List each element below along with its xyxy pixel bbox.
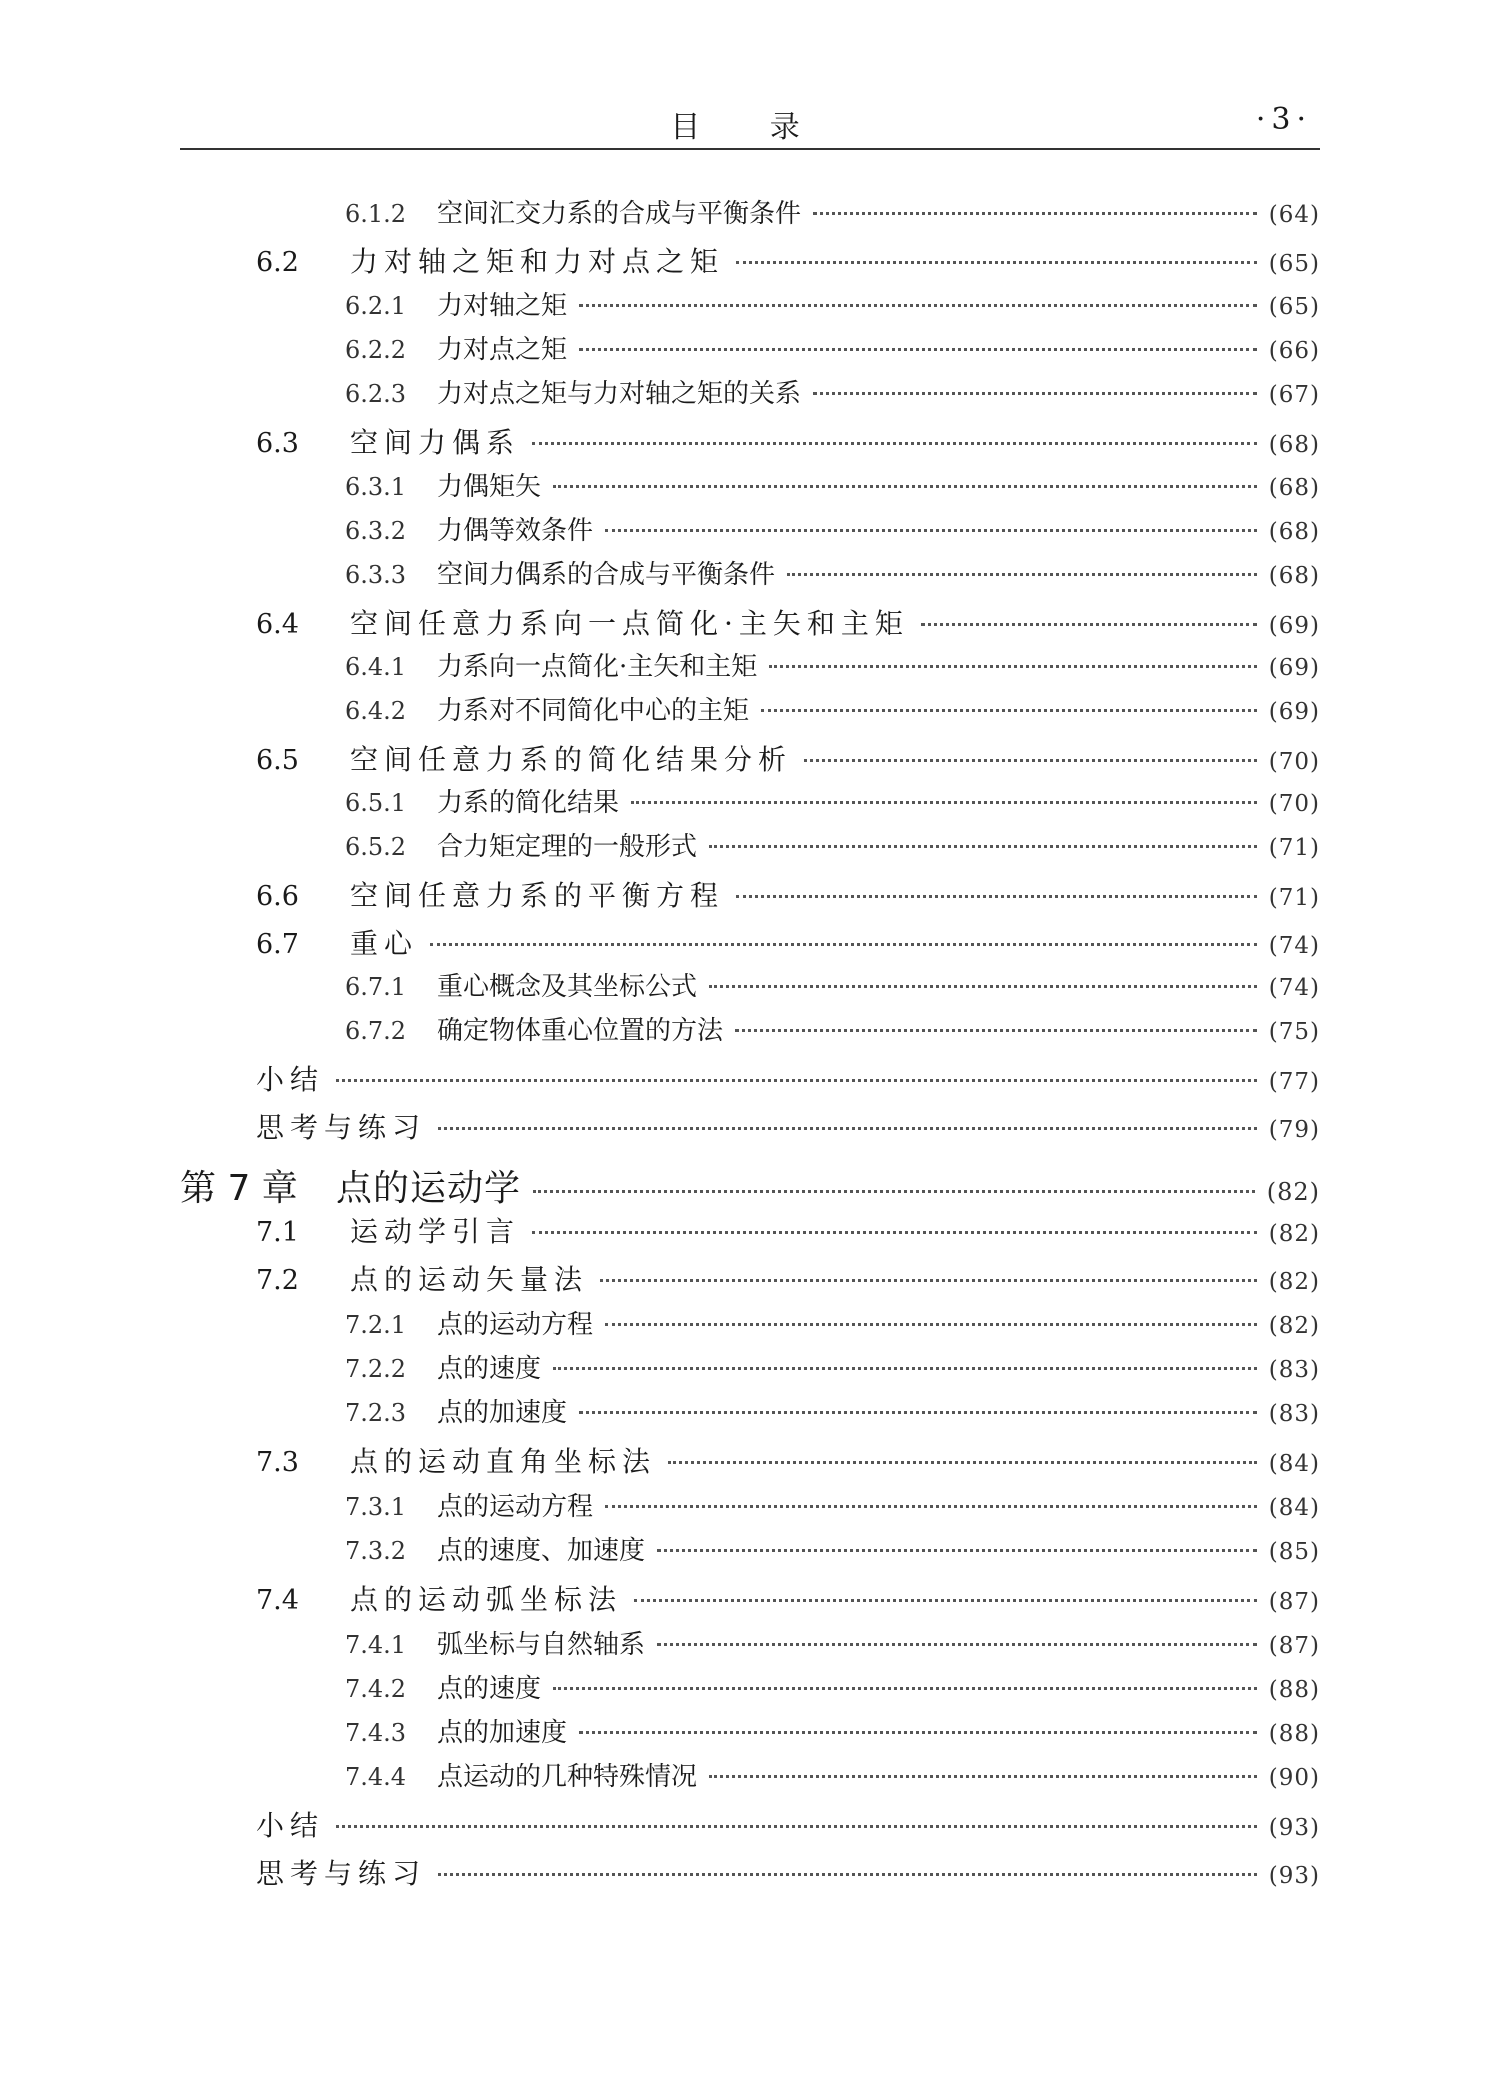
toc-entry-number: 7.4.4 <box>345 1763 407 1791</box>
toc-entry-page: (87) <box>1268 1589 1320 1615</box>
toc-entry-number: 6.3.1 <box>345 473 407 501</box>
toc-entry-page: (71) <box>1268 835 1320 861</box>
toc-entry-title: 点的运动弧坐标法 <box>350 1583 623 1616</box>
toc-subsection-entry <box>345 373 1320 410</box>
toc-section-entry <box>256 874 1320 914</box>
toc-entry-title: 力系对不同简化中心的主矩 <box>437 696 750 726</box>
toc-section-entry <box>256 240 1320 280</box>
toc-entry-title: 点的加速度 <box>437 1398 568 1428</box>
toc-subsection-entry <box>345 1624 1320 1661</box>
toc-entry-title: 小结 <box>256 1809 325 1842</box>
toc-entry-title: 空间任意力系的平衡方程 <box>350 879 725 912</box>
toc-entry-number: 7.3.1 <box>345 1493 407 1521</box>
toc-entry-title: 点的速度 <box>437 1354 542 1384</box>
dot-leader <box>735 1029 1257 1032</box>
dot-leader <box>668 1461 1257 1464</box>
toc-summary-entry <box>256 1852 1320 1892</box>
running-title: 目 录 <box>670 110 830 145</box>
dot-leader <box>533 1190 1255 1193</box>
toc-entry-page: (68) <box>1268 475 1320 501</box>
toc-entry-number: 6.2.2 <box>345 336 407 364</box>
dot-leader <box>430 943 1257 946</box>
toc-subsection-entry <box>345 554 1320 591</box>
dot-leader <box>579 304 1257 307</box>
toc-entry-title: 力系向一点简化·主矢和主矩 <box>437 652 758 682</box>
toc-entry-page: (71) <box>1268 885 1320 911</box>
toc-entry-title: 空间力偶系 <box>350 426 521 459</box>
toc-entry-title: 力偶等效条件 <box>437 516 594 546</box>
toc-entry-title: 力对点之矩与力对轴之矩的关系 <box>437 379 802 409</box>
toc-entry-number: 6.5.1 <box>345 789 407 817</box>
toc-subsection-entry <box>345 646 1320 683</box>
toc-entry-title: 力对轴之矩和力对点之矩 <box>350 245 725 278</box>
toc-entry-number: 7.3.2 <box>345 1537 407 1565</box>
dot-leader <box>736 895 1257 898</box>
toc-entry-number: 6.4 <box>256 609 299 640</box>
toc-section-entry <box>256 1258 1320 1298</box>
dot-leader <box>736 261 1257 264</box>
toc-entry-page: (69) <box>1268 613 1320 639</box>
dot-leader <box>605 1505 1257 1508</box>
toc-entry-page: (65) <box>1268 251 1320 277</box>
toc-entry-page: (83) <box>1268 1357 1320 1383</box>
toc-subsection-entry <box>345 1348 1320 1385</box>
toc-entry-title: 空间汇交力系的合成与平衡条件 <box>437 199 802 229</box>
toc-subsection-entry <box>345 1010 1320 1047</box>
toc-entry-page: (69) <box>1268 655 1320 681</box>
dot-leader <box>709 985 1257 988</box>
toc-chapter-entry <box>180 1160 1320 1211</box>
toc-entry-page: (65) <box>1268 294 1320 320</box>
toc-entry-title: 力对轴之矩 <box>437 291 568 321</box>
dot-leader <box>769 665 1257 668</box>
toc-entry-number: 7.3 <box>256 1447 299 1478</box>
toc-entry-title: 点运动的几种特殊情况 <box>437 1762 698 1792</box>
toc-entry-page: (77) <box>1268 1069 1320 1095</box>
toc-entry-title: 点的加速度 <box>437 1718 568 1748</box>
toc-entry-page: (64) <box>1268 202 1320 228</box>
toc-subsection-entry <box>345 1530 1320 1567</box>
toc-subsection-entry <box>345 285 1320 322</box>
dot-leader <box>553 1687 1257 1690</box>
toc-entry-number: 6.3.3 <box>345 561 407 589</box>
toc-entry-title: 点的运动直角坐标法 <box>350 1445 657 1478</box>
toc-subsection-entry <box>345 466 1320 503</box>
toc-entry-number: 6.4.2 <box>345 697 407 725</box>
toc-summary-entry <box>256 1106 1320 1146</box>
dot-leader <box>709 845 1257 848</box>
toc-entry-title: 重心概念及其坐标公式 <box>437 972 698 1002</box>
dot-leader <box>634 1599 1257 1602</box>
toc-section-entry <box>256 602 1320 642</box>
toc-entry-page: (68) <box>1268 519 1320 545</box>
toc-entry-page: (68) <box>1268 563 1320 589</box>
toc-entry-page: (75) <box>1268 1019 1320 1045</box>
dot-leader <box>787 573 1257 576</box>
toc-entry-page: (93) <box>1268 1863 1320 1889</box>
toc-entry-page: (87) <box>1268 1633 1320 1659</box>
toc-section-entry <box>256 1440 1320 1480</box>
toc-subsection-entry <box>345 782 1320 819</box>
toc-entry-number: 第 7 章 <box>180 1168 298 1209</box>
toc-entry-page: (93) <box>1268 1815 1320 1841</box>
dot-leader <box>553 1367 1257 1370</box>
dot-leader <box>438 1873 1257 1876</box>
toc-entry-number: 6.4.1 <box>345 653 407 681</box>
toc-entry-page: (88) <box>1268 1677 1320 1703</box>
page-number: ·3· <box>1255 102 1312 137</box>
toc-subsection-entry <box>345 1392 1320 1429</box>
toc-entry-title: 点的运动方程 <box>437 1492 594 1522</box>
toc-entry-number: 6.2.3 <box>345 380 407 408</box>
toc-entry-title: 力对点之矩 <box>437 335 568 365</box>
toc-subsection-entry <box>345 690 1320 727</box>
toc-entry-title: 点的速度 <box>437 1674 542 1704</box>
dot-leader <box>921 623 1257 626</box>
toc-entry-number: 7.4 <box>256 1585 299 1616</box>
toc-entry-number: 7.1 <box>256 1217 299 1248</box>
toc-entry-title: 重心 <box>350 927 419 960</box>
dot-leader <box>600 1279 1257 1282</box>
toc-entry-title: 弧坐标与自然轴系 <box>437 1630 646 1660</box>
dot-leader <box>336 1079 1257 1082</box>
toc-section-entry <box>256 421 1320 461</box>
toc-entry-page: (68) <box>1268 432 1320 458</box>
toc-entry-title: 力系的简化结果 <box>437 788 620 818</box>
toc-subsection-entry <box>345 826 1320 863</box>
toc-summary-entry <box>256 1058 1320 1098</box>
dot-leader <box>605 529 1257 532</box>
dot-leader <box>709 1775 1257 1778</box>
toc-subsection-entry <box>345 510 1320 547</box>
toc-entry-number: 7.2.1 <box>345 1311 407 1339</box>
toc-entry-title: 思考与练习 <box>256 1111 427 1144</box>
toc-section-entry <box>256 922 1320 962</box>
toc-subsection-entry <box>345 1668 1320 1705</box>
toc-entry-page: (66) <box>1268 338 1320 364</box>
toc-entry-page: (84) <box>1268 1451 1320 1477</box>
dot-leader <box>631 801 1257 804</box>
toc-entry-title: 点的运动矢量法 <box>350 1263 589 1296</box>
toc-entry-page: (88) <box>1268 1721 1320 1747</box>
toc-summary-entry <box>256 1804 1320 1844</box>
toc-section-entry <box>256 1210 1320 1250</box>
toc-subsection-entry <box>345 1756 1320 1793</box>
toc-entry-page: (82) <box>1268 1313 1320 1339</box>
toc-entry-page: (82) <box>1266 1178 1320 1206</box>
toc-entry-title: 点的运动学 <box>336 1168 522 1209</box>
toc-entry-page: (74) <box>1268 975 1320 1001</box>
dot-leader <box>579 1411 1257 1414</box>
toc-entry-number: 6.7 <box>256 929 299 960</box>
toc-entry-page: (74) <box>1268 933 1320 959</box>
toc-entry-title: 力偶矩矢 <box>437 472 542 502</box>
toc-entry-number: 7.4.2 <box>345 1675 407 1703</box>
dot-leader <box>813 392 1257 395</box>
toc-section-entry <box>256 1578 1320 1618</box>
dot-leader <box>336 1825 1257 1828</box>
toc-entry-number: 6.5 <box>256 745 299 776</box>
toc-entry-page: (85) <box>1268 1539 1320 1565</box>
toc-entry-number: 6.3 <box>256 428 299 459</box>
toc-subsection-entry <box>345 329 1320 366</box>
toc-entry-title: 确定物体重心位置的方法 <box>437 1016 724 1046</box>
toc-entry-title: 点的运动方程 <box>437 1310 594 1340</box>
toc-entry-page: (83) <box>1268 1401 1320 1427</box>
toc-subsection-entry <box>345 1304 1320 1341</box>
dot-leader <box>579 1731 1257 1734</box>
toc-entry-title: 空间力偶系的合成与平衡条件 <box>437 560 776 590</box>
toc-section-entry <box>256 738 1320 778</box>
toc-subsection-entry <box>345 193 1320 230</box>
toc-entry-page: (79) <box>1268 1117 1320 1143</box>
toc-entry-number: 7.2 <box>256 1265 299 1296</box>
dot-leader <box>532 442 1257 445</box>
toc-entry-title: 运动学引言 <box>350 1215 521 1248</box>
toc-entry-number: 7.2.2 <box>345 1355 407 1383</box>
dot-leader <box>605 1323 1257 1326</box>
toc-entry-number: 6.5.2 <box>345 833 407 861</box>
dot-leader <box>657 1549 1257 1552</box>
dot-leader <box>657 1643 1257 1646</box>
toc-entry-page: (70) <box>1268 749 1320 775</box>
toc-entry-number: 7.4.3 <box>345 1719 407 1747</box>
toc-entry-number: 6.3.2 <box>345 517 407 545</box>
toc-entry-page: (67) <box>1268 382 1320 408</box>
toc-entry-title: 空间任意力系向一点简化·主矢和主矩 <box>350 607 909 640</box>
toc-entry-number: 6.2 <box>256 247 299 278</box>
toc-entry-number: 6.2.1 <box>345 292 407 320</box>
toc-entry-number: 7.4.1 <box>345 1631 407 1659</box>
toc-entry-title: 小结 <box>256 1063 325 1096</box>
dot-leader <box>813 212 1257 215</box>
toc-entry-title: 点的速度、加速度 <box>437 1536 646 1566</box>
toc-entry-number: 7.2.3 <box>345 1399 407 1427</box>
toc-entry-number: 6.1.2 <box>345 200 407 228</box>
toc-subsection-entry <box>345 1712 1320 1749</box>
dot-leader <box>553 485 1257 488</box>
toc-subsection-entry <box>345 1486 1320 1523</box>
toc-entry-page: (82) <box>1268 1269 1320 1295</box>
toc-entry-number: 6.7.2 <box>345 1017 407 1045</box>
dot-leader <box>532 1231 1257 1234</box>
toc-entry-page: (70) <box>1268 791 1320 817</box>
dot-leader <box>804 759 1257 762</box>
toc-entry-title: 思考与练习 <box>256 1857 427 1890</box>
toc-entry-number: 6.7.1 <box>345 973 407 1001</box>
dot-leader <box>438 1127 1257 1130</box>
toc-entry-page: (69) <box>1268 699 1320 725</box>
toc-entry-number: 6.6 <box>256 881 299 912</box>
toc-entry-page: (84) <box>1268 1495 1320 1521</box>
dot-leader <box>579 348 1257 351</box>
dot-leader <box>761 709 1257 712</box>
toc-entry-page: (90) <box>1268 1765 1320 1791</box>
toc-entry-title: 空间任意力系的简化结果分析 <box>350 743 793 776</box>
toc-subsection-entry <box>345 966 1320 1003</box>
toc-entry-page: (82) <box>1268 1221 1320 1247</box>
toc-entry-title: 合力矩定理的一般形式 <box>437 832 698 862</box>
